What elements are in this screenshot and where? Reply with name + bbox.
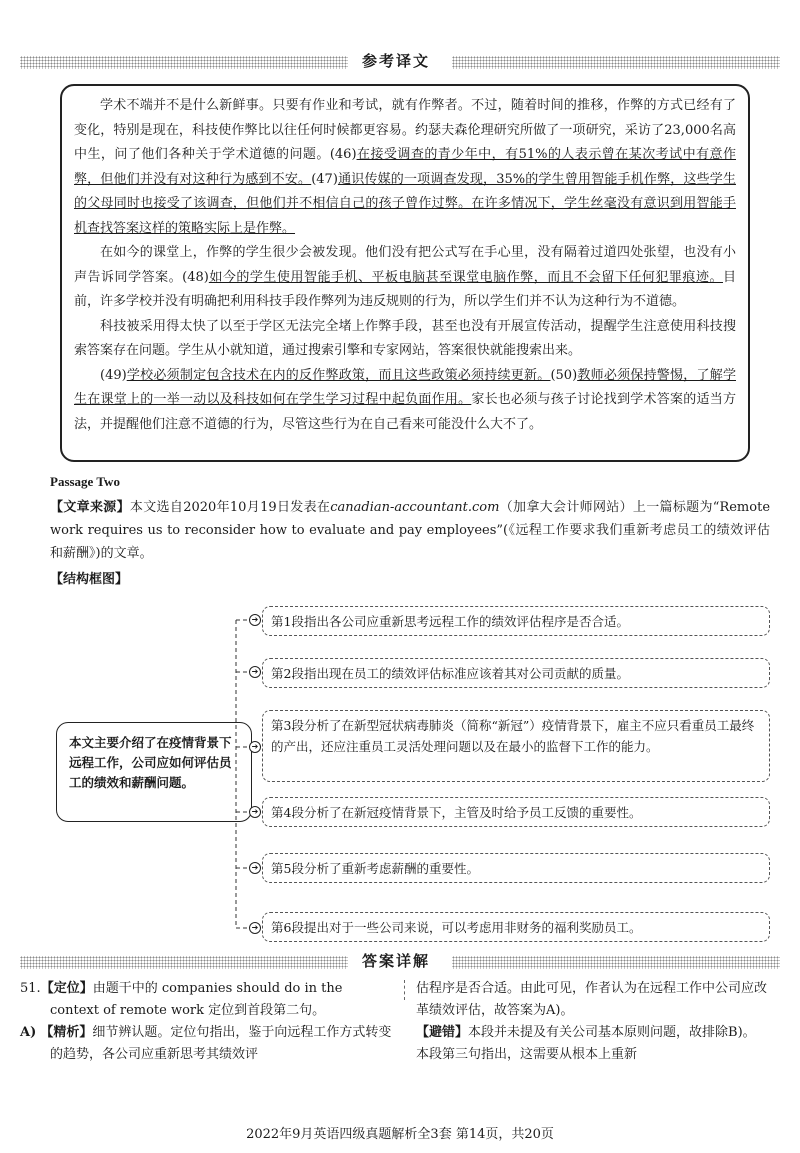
page-footer: 2022年9月英语四级真题解析全3套 第14页，共20页 — [246, 1127, 554, 1142]
underlined-sentence-46: 在接受调查的青少年中，有51%的人表示曾在某次考试中有意作弊，但他们并没有对这种行为感到不安。 — [74, 147, 736, 187]
framework-label: 【结构框图】 — [50, 572, 129, 587]
text-run: 细节辨认题。定位句指出，鉴于向远程工作方式转变的趋势，各公司应重新思考其绩效评 — [50, 1025, 392, 1062]
source-label: 【文章来源】 — [50, 500, 130, 515]
framework-node-1: 第1段指出各公司应重新思考远程工作的绩效评估程序是否合适。 — [262, 606, 770, 636]
dotted-rule-right — [452, 956, 780, 969]
locate-label: 【定位】 — [40, 981, 93, 996]
text-run: 本段并未提及有关公司基本原则问题，故排除B)。本段第三句指出，这需要从根本上重新 — [416, 1025, 756, 1062]
text-run: 在如今的课堂上，作弊的学生很少会被发现。他们没有把公式写在手心里，没有隔着过道四处张望，也没有小声告诉同学答案。(48) — [74, 245, 736, 285]
text-run: 目前，许多学校并没有明确把利用科技手段作弊列为违反规则的行为，所以学生们并不认为这种行为不道德。 — [74, 269, 736, 309]
column-divider — [404, 980, 405, 1000]
text-run: 本文选自2020年10月19日发表在 — [129, 500, 331, 515]
framework-node-3: 第3段分析了在新型冠状病毒肺炎（简称“新冠”）疫情背景下，雇主不应只看重员工最终的产出，还应注重员工灵活处理问题以及在最小的监督下工作的能力。 — [262, 710, 770, 782]
underlined-sentence-48: 如今的学生使用智能手机、平板电脑甚至课堂电脑作弊，而且不会留下任何犯罪痕迹。 — [208, 269, 723, 285]
arrow-circle-icon: ➔ — [249, 806, 261, 818]
arrow-circle-icon: ➔ — [249, 741, 261, 753]
arrow-circle-icon: ➔ — [249, 862, 261, 874]
text-run: 由题干中的 companies should do in the context of remote work 定位到首段第二句。 — [50, 981, 343, 1018]
translation-heading: 参考译文 — [362, 52, 431, 70]
text-run: (47) — [311, 171, 338, 187]
framework-node-2: 第2段指出现在员工的绩效评估标准应该着其对公司贡献的质量。 — [262, 658, 770, 688]
framework-summary-box: 本文主要介绍了在疫情背景下远程工作，公司应如何评估员工的绩效和薪酬问题。 — [56, 722, 252, 822]
text-run: 家长也必须与孩子讨论找到学术答案的适当方法，并提醒他们注意不道德的行为，尽管这些行为在自己看来可能没什么大不了。 — [74, 392, 736, 432]
text-run: (50) — [550, 367, 578, 383]
question-number: 51. — [20, 981, 41, 996]
framework-node-5: 第5段分析了重新考虑薪酬的重要性。 — [262, 853, 770, 883]
answers-left-column — [20, 978, 392, 1066]
answers-right-column — [416, 978, 768, 1066]
avoid-line — [416, 1022, 768, 1066]
passage-title: Passage Two — [50, 474, 120, 489]
analysis-label: 【精析】 — [40, 1025, 93, 1040]
arrow-circle-icon: ➔ — [249, 922, 261, 934]
option-label: A) — [20, 1025, 37, 1040]
underlined-sentence-50: 教师必须保持警惕，了解学生在课堂上的一举一动以及科技如何在学生学习过程中起负面作用。 — [74, 367, 736, 407]
locate-line — [20, 978, 392, 1022]
answers-heading: 答案详解 — [362, 952, 431, 970]
analysis-line — [20, 1022, 392, 1066]
framework-node-6: 第6段提出对于一些公司来说，可以考虑用非财务的福利奖励员工。 — [262, 912, 770, 942]
underlined-sentence-49: 学校必须制定包含技术在内的反作弊政策，而且这些政策必须持续更新。 — [126, 367, 551, 383]
answers-heading-band — [20, 950, 780, 976]
continuation-text: 估程序是否合适。由此可见，作者认为在远程工作中公司应改革绩效评估，故答案为A)。 — [416, 981, 768, 1018]
text-run: (49) — [100, 367, 127, 383]
translation-paragraph-3: 科技被采用得太快了以至于学区无法完全堵上作弊手段，甚至也没有开展宣传活动，提醒学生注意使用科技搜索答案存在问题。学生从小就知道，通过搜索引擎和专家网站，答案很快就能搜索出来。 — [74, 318, 736, 358]
text-run: （加拿大会计师网站）上一篇标题为“Remote work requires us to reconsider how to evaluate and pay employees”(《远程工作要求我们重新考虑员工的绩效评估和薪酬》)的文章。 — [50, 500, 771, 561]
dotted-rule-left — [20, 956, 348, 969]
framework-node-4: 第4段分析了在新冠疫情背景下，主管及时给予员工反馈的重要性。 — [262, 797, 770, 827]
underlined-sentence-47: 通识传媒的一项调查发现，35%的学生曾用智能手机作弊，这些学生的父母同时也接受了该调查，但他们并不相信自己的孩子曾作过弊。在许多情况下，学生丝毫没有意识到用智能手机查找答案这样的策略实际上是作弊。 — [74, 171, 736, 236]
arrow-circle-icon: ➔ — [249, 666, 261, 678]
text-run: 学术不端并不是什么新鲜事。只要有作业和考试，就有作弊者。不过，随着时间的推移，作弊的方式已经有了变化，特别是现在，科技使作弊比以往任何时候都更容易。约瑟夫森伦理研究所做了一项研究，采访了23,000名高中生，问了他们各种关于学术道德的问题。(46) — [74, 98, 736, 162]
source-site: canadian-accountant.com — [330, 500, 500, 515]
arrow-circle-icon: ➔ — [249, 614, 261, 626]
avoid-label: 【避错】 — [416, 1025, 469, 1040]
